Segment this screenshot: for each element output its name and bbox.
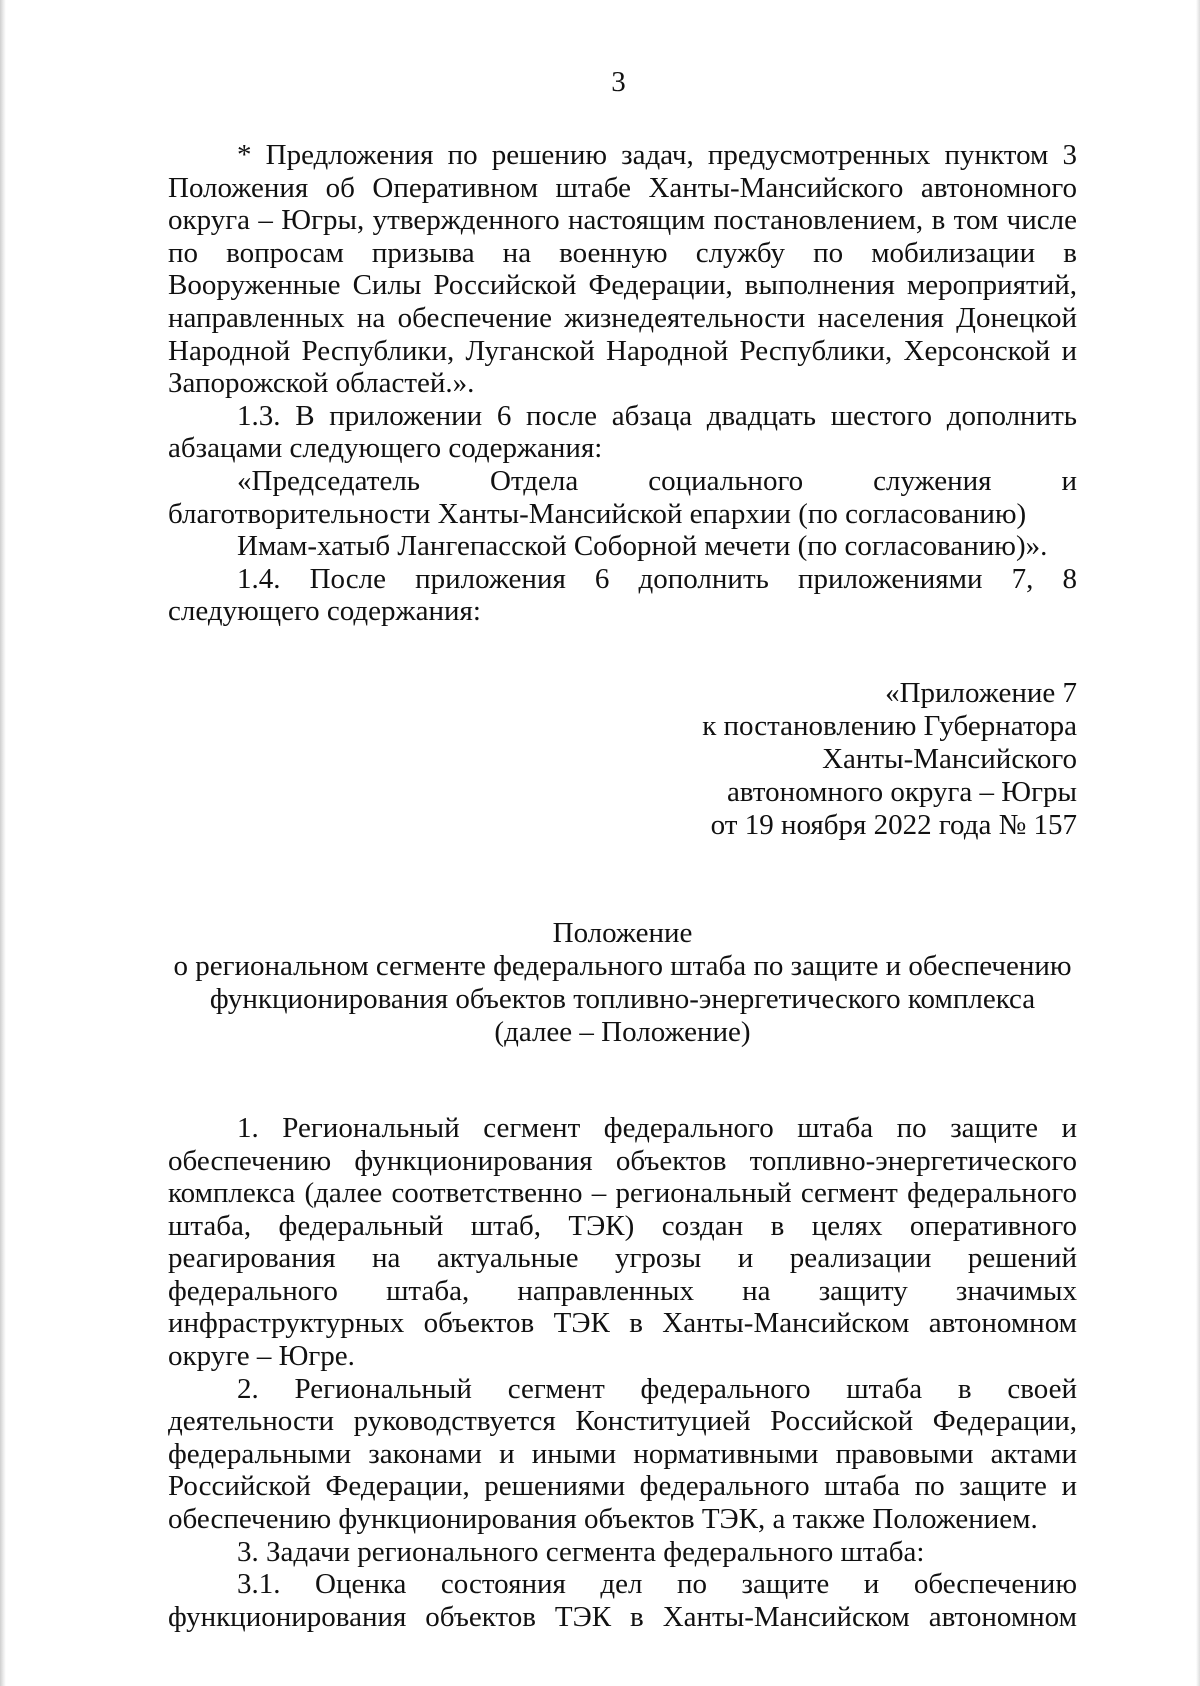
footnote-paragraph: * Предложения по решению задач, предусмотренных пунктом 3 Положения об Оперативном штабе Ханты-Мансийского автономного округа – Югры, утвержденного настоящим постановлением, в том числе по вопросам призыва на военную службу по мобилизации в Вооруженные Силы Российской Федерации, выполнения мероприятий, направленных на обеспечение жизнедеятельности населения Донецкой Народной Республики, Луганской Народной Республики, Херсонской и Запорожской областей.».: [168, 139, 1077, 400]
scan-edge-right: [1196, 0, 1200, 1686]
appendix-line: от 19 ноября 2022 года № 157: [710, 808, 1077, 841]
section-1: 1. Региональный сегмент федерального штаба по защите и обеспечению функционирования объектов топливно-энергетического комплекса (далее соответственно – региональный сегмент федерального штаба, федеральный штаб, ТЭК) создан в целях оперативного реагирования на актуальные угрозы и реализации решений федерального штаба, направленных на защиту значимых инфраструктурных объектов ТЭК в Ханты-Мансийском автономном округе – Югре.: [168, 1111, 1077, 1373]
page-number: 3: [611, 66, 626, 98]
title-line: Положение: [552, 916, 693, 949]
title-line: о региональном сегменте федерального штаба по защите и обеспечению: [173, 949, 1072, 982]
section-3: 3. Задачи регионального сегмента федерального штаба:: [237, 1535, 925, 1568]
appendix-line: к постановлению Губернатора: [702, 709, 1077, 742]
appendix-line: «Приложение 7: [885, 676, 1077, 709]
scan-edge-left: [0, 0, 6, 1686]
section-3-1: 3.1. Оценка состояния дел по защите и обеспечению функционирования объектов ТЭК в Ханты-Мансийском автономном: [168, 1568, 1077, 1633]
document-body: [168, 139, 1077, 1633]
title-line: (далее – Положение): [494, 1015, 751, 1048]
document-title: [168, 917, 1077, 1049]
paragraph-1-4: 1.4. После приложения 6 дополнить приложениями 7, 8 следующего содержания:: [168, 562, 1077, 628]
paragraph-chairman: «Председатель Отдела социального служения и благотворительности Ханты-Мансийской епархии (по согласованию): [168, 464, 1077, 530]
appendix-line: Ханты-Мансийского: [822, 742, 1077, 775]
title-line: функционирования объектов топливно-энергетического комплекса: [209, 982, 1036, 1015]
section-2: 2. Региональный сегмент федерального штаба в своей деятельности руководствуется Конституцией Российской Федерации, федеральными законами и иными нормативными правовыми актами Российской Федерации, решениями федерального штаба по защите и обеспечению функционирования объектов ТЭК, а также Положением.: [168, 1372, 1077, 1536]
paragraph-imam: Имам-хатыб Лангепасской Соборной мечети (по согласованию)».: [237, 530, 1048, 563]
paragraph-1-3: 1.3. В приложении 6 после абзаца двадцать шестого дополнить абзацами следующего содержания:: [168, 399, 1077, 465]
appendix-line: автономного округа – Югры: [726, 775, 1077, 808]
appendix-header: [168, 677, 1077, 842]
